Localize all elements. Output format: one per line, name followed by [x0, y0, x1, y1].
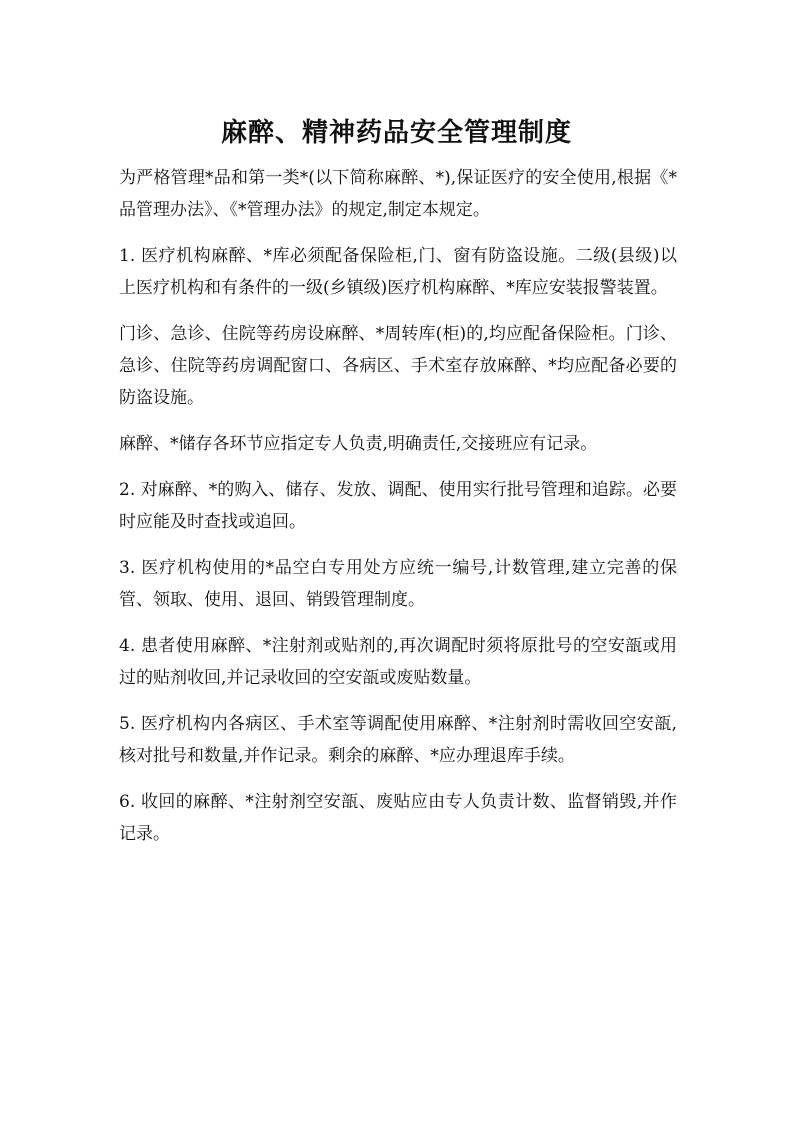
paragraph-item-4: 4. 患者使用麻醉、*注射剂或贴剂的,再次调配时须将原批号的空安瓿或用过的贴剂收回,并记录收回的空安瓿或废贴数量。 [119, 636, 677, 688]
paragraph-item-1: 1. 医疗机构麻醉、*库必须配备保险柜,门、窗有防盗设施。二级(县级)以上医疗机构和有条件的一级(乡镇级)医疗机构麻醉、*库应安装报警装置。 [119, 246, 677, 298]
document-body [119, 162, 677, 864]
paragraph-intro: 为严格管理*品和第一类*(以下简称麻醉、*),保证医疗的安全使用,根据《*品管理办法》、《*管理办法》的规定,制定本规定。 [119, 168, 677, 220]
paragraph-responsibility: 麻醉、*储存各环节应指定专人负责,明确责任,交接班应有记录。 [119, 434, 598, 454]
document-title: 麻醉、精神药品安全管理制度 [220, 118, 572, 149]
paragraph-item-5: 5. 医疗机构内各病区、手术室等调配使用麻醉、*注射剂时需收回空安瓿,核对批号和数量,并作记录。剩余的麻醉、*应办理退库手续。 [119, 714, 677, 766]
paragraph-item-3: 3. 医疗机构使用的*品空白专用处方应统一编号,计数管理,建立完善的保管、领取、使用、退回、销毁管理制度。 [119, 558, 677, 610]
paragraph-pharmacy-storage: 门诊、急诊、住院等药房设麻醉、*周转库(柜)的,均应配备保险柜。门诊、急诊、住院等药房调配窗口、各病区、手术室存放麻醉、*均应配备必要的防盗设施。 [119, 324, 677, 408]
paragraph-item-6: 6. 收回的麻醉、*注射剂空安瓿、废贴应由专人负责计数、监督销毁,并作记录。 [119, 792, 677, 844]
paragraph-item-2: 2. 对麻醉、*的购入、储存、发放、调配、使用实行批号管理和追踪。必要时应能及时查找或追回。 [119, 480, 677, 532]
